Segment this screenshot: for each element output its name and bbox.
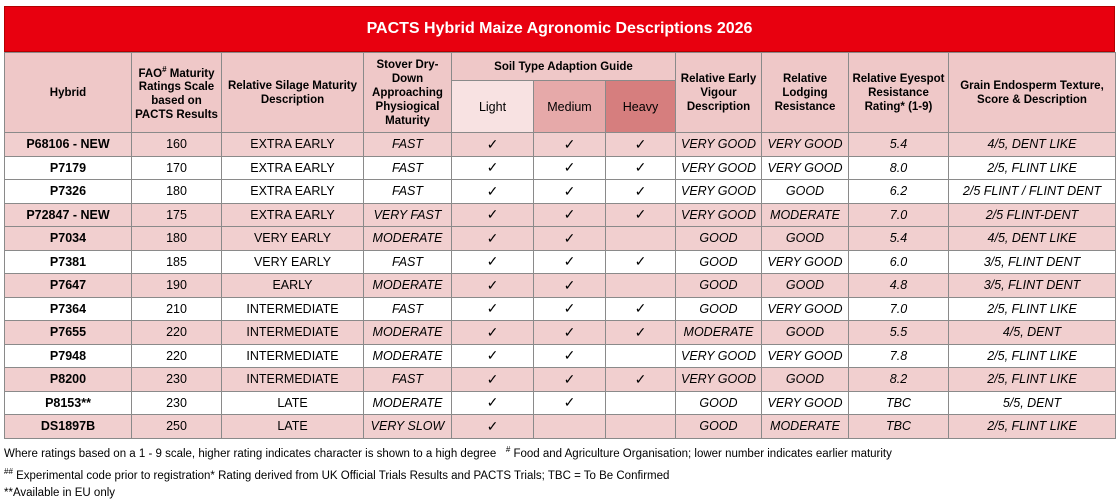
table-row [5, 250, 1116, 274]
cell-vigour: VERY GOOD [676, 368, 762, 392]
cell-fao: 180 [132, 227, 222, 251]
cell-vigour: VERY GOOD [676, 344, 762, 368]
header-lodging: Relative Lodging Resistance [762, 53, 849, 133]
cell-stover: FAST [364, 133, 452, 157]
cell-medium-check-icon: ✓ [534, 297, 606, 321]
cell-silage: VERY EARLY [222, 250, 364, 274]
table-row [5, 321, 1116, 345]
cell-medium-check-icon: ✓ [534, 180, 606, 204]
cell-light-check-icon: ✓ [452, 391, 534, 415]
cell-grain: 3/5, FLINT DENT [949, 274, 1116, 298]
header-hybrid: Hybrid [5, 53, 132, 133]
cell-light-check-icon: ✓ [452, 368, 534, 392]
cell-silage: INTERMEDIATE [222, 297, 364, 321]
cell-grain: 2/5, FLINT LIKE [949, 156, 1116, 180]
cell-medium-check-icon: ✓ [534, 321, 606, 345]
table-row [5, 415, 1116, 439]
cell-fao: 160 [132, 133, 222, 157]
cell-silage: EXTRA EARLY [222, 156, 364, 180]
table-row [5, 274, 1116, 298]
cell-hybrid: P8200 [5, 368, 132, 392]
cell-stover: FAST [364, 180, 452, 204]
cell-vigour: GOOD [676, 297, 762, 321]
cell-light-check-icon: ✓ [452, 297, 534, 321]
cell-medium-check-icon: ✓ [534, 156, 606, 180]
cell-heavy [606, 274, 676, 298]
maize-table-container [4, 6, 1115, 439]
cell-heavy [606, 391, 676, 415]
cell-grain: 2/5, FLINT LIKE [949, 344, 1116, 368]
cell-heavy [606, 415, 676, 439]
footnote-3: **Available in EU only [4, 486, 116, 499]
header-heavy: Heavy [606, 81, 676, 133]
cell-light-check-icon: ✓ [452, 321, 534, 345]
cell-eyespot: 5.5 [849, 321, 949, 345]
cell-hybrid: P7034 [5, 227, 132, 251]
cell-vigour: GOOD [676, 391, 762, 415]
cell-hybrid: P72847 - NEW [5, 203, 132, 227]
cell-stover: VERY SLOW [364, 415, 452, 439]
cell-heavy-check-icon: ✓ [606, 133, 676, 157]
cell-fao: 185 [132, 250, 222, 274]
cell-silage: LATE [222, 391, 364, 415]
cell-eyespot: 7.0 [849, 203, 949, 227]
cell-lodging: VERY GOOD [762, 344, 849, 368]
cell-silage: INTERMEDIATE [222, 321, 364, 345]
cell-grain: 2/5 FLINT / FLINT DENT [949, 180, 1116, 204]
cell-vigour: MODERATE [676, 321, 762, 345]
cell-heavy-check-icon: ✓ [606, 180, 676, 204]
cell-medium [534, 415, 606, 439]
cell-stover: FAST [364, 297, 452, 321]
cell-fao: 250 [132, 415, 222, 439]
cell-heavy-check-icon: ✓ [606, 203, 676, 227]
cell-grain: 4/5, DENT LIKE [949, 133, 1116, 157]
table-row [5, 180, 1116, 204]
cell-eyespot: TBC [849, 415, 949, 439]
header-silage: Relative Silage Maturity Description [222, 53, 364, 133]
cell-vigour: VERY GOOD [676, 203, 762, 227]
cell-heavy [606, 344, 676, 368]
cell-fao: 230 [132, 391, 222, 415]
cell-medium-check-icon: ✓ [534, 344, 606, 368]
cell-stover: FAST [364, 156, 452, 180]
cell-vigour: VERY GOOD [676, 156, 762, 180]
cell-lodging: GOOD [762, 321, 849, 345]
table-row [5, 391, 1116, 415]
cell-fao: 190 [132, 274, 222, 298]
cell-light-check-icon: ✓ [452, 156, 534, 180]
cell-hybrid: P8153** [5, 391, 132, 415]
cell-lodging: GOOD [762, 274, 849, 298]
table-title: PACTS Hybrid Maize Agronomic Descriptions 2026 [4, 6, 1115, 52]
table-row [5, 156, 1116, 180]
header-soil-guide: Soil Type Adaption Guide [452, 53, 676, 81]
cell-hybrid: P7948 [5, 344, 132, 368]
cell-light-check-icon: ✓ [452, 415, 534, 439]
cell-grain: 4/5, DENT [949, 321, 1116, 345]
cell-light-check-icon: ✓ [452, 274, 534, 298]
cell-vigour: VERY GOOD [676, 180, 762, 204]
cell-medium-check-icon: ✓ [534, 274, 606, 298]
cell-light-check-icon: ✓ [452, 344, 534, 368]
cell-stover: MODERATE [364, 321, 452, 345]
cell-lodging: GOOD [762, 227, 849, 251]
cell-fao: 170 [132, 156, 222, 180]
cell-eyespot: TBC [849, 391, 949, 415]
cell-eyespot: 6.2 [849, 180, 949, 204]
cell-medium-check-icon: ✓ [534, 227, 606, 251]
cell-hybrid: P68106 - NEW [5, 133, 132, 157]
cell-eyespot: 7.0 [849, 297, 949, 321]
cell-silage: EXTRA EARLY [222, 133, 364, 157]
cell-silage: EXTRA EARLY [222, 180, 364, 204]
cell-lodging: VERY GOOD [762, 250, 849, 274]
cell-hybrid: P7326 [5, 180, 132, 204]
cell-medium-check-icon: ✓ [534, 203, 606, 227]
cell-fao: 180 [132, 180, 222, 204]
cell-light-check-icon: ✓ [452, 250, 534, 274]
footnote-2: ## Experimental code prior to registration* Rating derived from UK Official Trials Results and PACTS Trials; TBC = To Be Confirmed [4, 466, 670, 482]
cell-lodging: VERY GOOD [762, 297, 849, 321]
cell-silage: INTERMEDIATE [222, 344, 364, 368]
cell-silage: INTERMEDIATE [222, 368, 364, 392]
table-row [5, 297, 1116, 321]
cell-light-check-icon: ✓ [452, 203, 534, 227]
cell-eyespot: 5.4 [849, 227, 949, 251]
cell-light-check-icon: ✓ [452, 180, 534, 204]
cell-hybrid: P7647 [5, 274, 132, 298]
cell-grain: 2/5, FLINT LIKE [949, 415, 1116, 439]
cell-hybrid: P7381 [5, 250, 132, 274]
cell-fao: 220 [132, 344, 222, 368]
cell-lodging: VERY GOOD [762, 133, 849, 157]
cell-heavy-check-icon: ✓ [606, 297, 676, 321]
cell-light-check-icon: ✓ [452, 133, 534, 157]
cell-heavy-check-icon: ✓ [606, 156, 676, 180]
cell-stover: MODERATE [364, 391, 452, 415]
header-stover: Stover Dry-Down Approaching Physiogical Maturity [364, 53, 452, 133]
cell-eyespot: 5.4 [849, 133, 949, 157]
cell-lodging: MODERATE [762, 415, 849, 439]
cell-stover: MODERATE [364, 274, 452, 298]
cell-stover: MODERATE [364, 227, 452, 251]
header-grain: Grain Endosperm Texture, Score & Description [949, 53, 1116, 133]
cell-stover: VERY FAST [364, 203, 452, 227]
cell-heavy [606, 227, 676, 251]
cell-fao: 230 [132, 368, 222, 392]
cell-medium-check-icon: ✓ [534, 250, 606, 274]
cell-stover: FAST [364, 250, 452, 274]
cell-eyespot: 8.2 [849, 368, 949, 392]
cell-eyespot: 6.0 [849, 250, 949, 274]
cell-grain: 2/5, FLINT LIKE [949, 368, 1116, 392]
cell-fao: 210 [132, 297, 222, 321]
cell-lodging: GOOD [762, 368, 849, 392]
cell-lodging: MODERATE [762, 203, 849, 227]
header-vigour: Relative Early Vigour Description [676, 53, 762, 133]
cell-eyespot: 8.0 [849, 156, 949, 180]
cell-eyespot: 7.8 [849, 344, 949, 368]
cell-heavy-check-icon: ✓ [606, 321, 676, 345]
cell-medium-check-icon: ✓ [534, 133, 606, 157]
cell-vigour: GOOD [676, 274, 762, 298]
cell-hybrid: P7364 [5, 297, 132, 321]
cell-lodging: VERY GOOD [762, 156, 849, 180]
cell-silage: EARLY [222, 274, 364, 298]
cell-vigour: VERY GOOD [676, 133, 762, 157]
header-light: Light [452, 81, 534, 133]
cell-hybrid: P7655 [5, 321, 132, 345]
cell-grain: 3/5, FLINT DENT [949, 250, 1116, 274]
cell-vigour: GOOD [676, 415, 762, 439]
cell-grain: 4/5, DENT LIKE [949, 227, 1116, 251]
cell-lodging: GOOD [762, 180, 849, 204]
cell-stover: MODERATE [364, 344, 452, 368]
cell-light-check-icon: ✓ [452, 227, 534, 251]
cell-vigour: GOOD [676, 250, 762, 274]
cell-stover: FAST [364, 368, 452, 392]
cell-heavy-check-icon: ✓ [606, 368, 676, 392]
cell-grain: 2/5, FLINT LIKE [949, 297, 1116, 321]
cell-grain: 5/5, DENT [949, 391, 1116, 415]
cell-hybrid: DS1897B [5, 415, 132, 439]
cell-silage: LATE [222, 415, 364, 439]
cell-fao: 175 [132, 203, 222, 227]
table-row [5, 227, 1116, 251]
cell-heavy-check-icon: ✓ [606, 250, 676, 274]
cell-eyespot: 4.8 [849, 274, 949, 298]
table-row [5, 368, 1116, 392]
cell-vigour: GOOD [676, 227, 762, 251]
header-fao: FAO# Maturity Ratings Scale based on PACTS Results [132, 53, 222, 133]
cell-grain: 2/5 FLINT-DENT [949, 203, 1116, 227]
hybrid-table [4, 52, 1116, 439]
footnote-1: Where ratings based on a 1 - 9 scale, higher rating indicates character is shown to a high degree # Food and Agriculture Organisation; lower number indicates earlier maturity [4, 445, 892, 460]
cell-medium-check-icon: ✓ [534, 391, 606, 415]
cell-silage: VERY EARLY [222, 227, 364, 251]
table-row [5, 344, 1116, 368]
table-row [5, 203, 1116, 227]
cell-lodging: VERY GOOD [762, 391, 849, 415]
cell-fao: 220 [132, 321, 222, 345]
cell-medium-check-icon: ✓ [534, 368, 606, 392]
header-eyespot: Relative Eyespot Resistance Rating* (1-9) [849, 53, 949, 133]
table-row [5, 133, 1116, 157]
header-medium: Medium [534, 81, 606, 133]
cell-hybrid: P7179 [5, 156, 132, 180]
cell-silage: EXTRA EARLY [222, 203, 364, 227]
